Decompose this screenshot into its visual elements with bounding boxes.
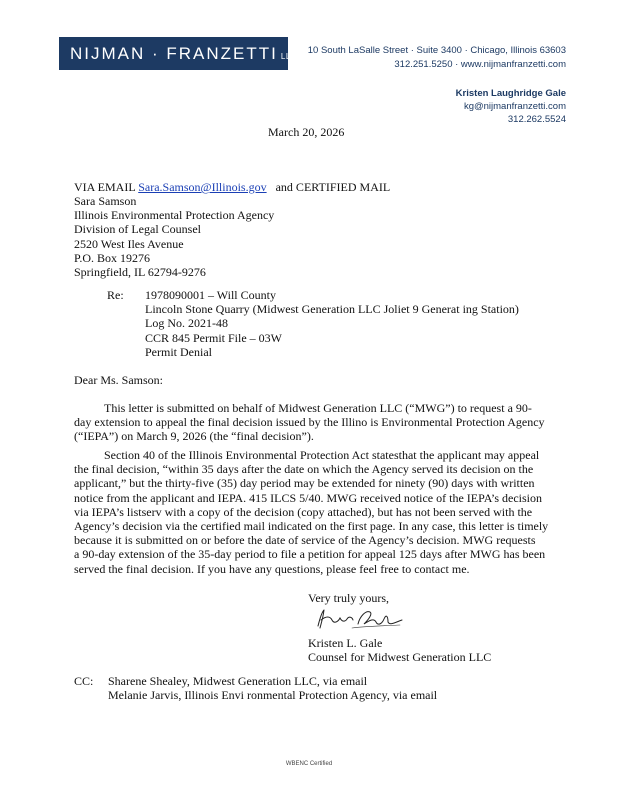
paragraph-line: applicant,” but the thirty-five (35) day period may be extended for ninety (90) days with written (74, 476, 535, 491)
re-line: 1978090001 – Will County (145, 288, 276, 302)
paragraph-line: Agency’s decision via the certified mail indicated on the first page. In any case, this letter is timely (74, 519, 549, 534)
paragraph-line: because it is submitted on or before the date of service of the Agency’s decision. MWG requests (74, 533, 536, 548)
paragraph-line: day extension to appeal the final decision issued by the Illino is Environmental Protection Agency (74, 415, 545, 430)
recipient-email-link[interactable]: Sara.Samson@Illinois.gov (138, 180, 267, 194)
firm-address: 10 South LaSalle Street · Suite 3400 · Chicago, Illinois 63603 (307, 45, 566, 56)
sender-email: kg@nijmanfranzetti.com (463, 101, 566, 112)
sender-name: Kristen Laughridge Gale (455, 88, 566, 99)
recipient-line: Division of Legal Counsel (74, 222, 201, 237)
re-line: Log No. 2021-48 (145, 316, 228, 331)
paragraph-line: (“IEPA”) on March 9, 2026 (the “final decision”). (74, 429, 314, 444)
recipient-line: Springfield, IL 62794-9276 (74, 265, 206, 280)
re-block (145, 288, 519, 359)
signer-name: Kristen L. Gale (308, 636, 383, 650)
paragraph-line: served the final decision. If you have any questions, please feel free to contact me. (74, 561, 470, 576)
firm-contact: 312.251.5250 · www.nijmanfranzetti.com (394, 59, 566, 70)
recipient-line: Sara Samson (74, 194, 137, 208)
signature-block (308, 636, 491, 664)
closing: Very truly yours, (308, 591, 389, 605)
cc-line: Melanie Jarvis, Illinois Envi ronmental Protection Agency, via email (108, 688, 438, 703)
sender-phone: 312.262.5524 (507, 114, 566, 125)
firm-name: NIJMAN · FRANZETTI (70, 44, 278, 63)
letter-date: March 20, 2026 (268, 125, 345, 139)
paragraph-line: This letter is submitted on behalf of Midwest Generation LLC (“MWG”) to request a 90- (104, 401, 532, 415)
firm-logo (59, 37, 297, 70)
delivery-line (74, 180, 390, 194)
firm-address-block (300, 44, 566, 72)
firm-suffix: LLP (280, 52, 297, 61)
paragraph-line: via IEPA’s listserv with a copy of the decision (copy attached), but has not been served with the (74, 504, 533, 519)
re-label: Re: (107, 288, 124, 302)
paragraph-line: notice from the applicant and IEPA. 415 ILCS 5/40. MWG received notice of the IEPA’s decision (74, 490, 543, 505)
paragraph-line: Section 40 of the Illinois Environmental Protection Act statesthat the applicant may appeal (104, 448, 540, 462)
paragraph-1 (74, 401, 546, 444)
re-line: Permit Denial (145, 344, 212, 359)
cc-list (108, 674, 437, 702)
re-line: Lincoln Stone Quarry (Midwest Generation LLC Joliet 9 Generat ing Station) (145, 302, 519, 317)
salutation: Dear Ms. Samson: (74, 373, 163, 387)
paragraph-2 (74, 448, 549, 576)
handwritten-signature (312, 604, 408, 634)
signer-title: Counsel for Midwest Generation LLC (308, 650, 492, 665)
paragraph-line: a 90-day extension of the 35-day period to file a petition for appeal 125 days after MWG has been (74, 547, 546, 562)
footer-certification: WBENC Certified (285, 761, 333, 767)
recipient-line: P.O. Box 19276 (74, 250, 151, 265)
delivery-suffix: and CERTIFIED MAIL (275, 180, 391, 194)
cc-line: Sharene Shealey, Midwest Generation LLC, via email (108, 674, 368, 688)
recipient-line: 2520 West Iles Avenue (74, 236, 184, 251)
re-line: CCR 845 Permit File – 03W (145, 330, 283, 345)
paragraph-line: the final decision, “within 35 days after the date on which the Agency served its decision on the (74, 462, 534, 477)
sender-block (360, 87, 566, 126)
recipient-address (74, 194, 274, 279)
cc-label: CC: (74, 674, 94, 688)
recipient-line: Illinois Environmental Protection Agency (74, 208, 275, 223)
delivery-prefix: VIA EMAIL (74, 180, 136, 194)
